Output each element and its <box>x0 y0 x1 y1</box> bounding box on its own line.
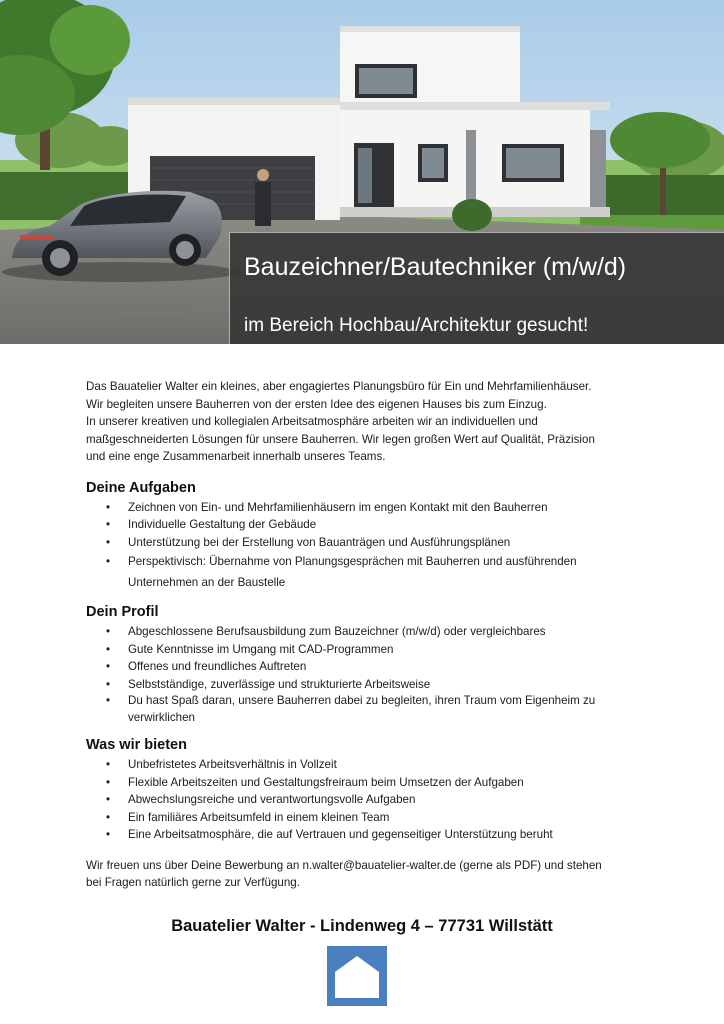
list-item: • Perspektivisch: Übernahme von Planungsgesprächen mit Bauherren und ausführenden Unternehmen an der Baustelle <box>128 551 646 593</box>
section-profil <box>86 604 646 726</box>
job-subtitle: im Bereich Hochbau/Architektur gesucht! <box>244 315 589 336</box>
section-aufgaben <box>86 480 646 594</box>
closing-line: bei Fragen natürlich gerne zur Verfügung. <box>86 876 300 889</box>
hero-image <box>0 0 724 344</box>
list-item: • Zeichnen von Ein- und Mehrfamilienhäusern im engen Kontakt mit den Bauherren <box>128 499 646 517</box>
section-bieten <box>86 737 646 844</box>
intro-line: In unserer kreativen und kollegialen Arbeitsatmosphäre arbeiten wir an individuellen und <box>86 415 538 428</box>
section-heading: Dein Profil <box>86 604 159 620</box>
list-item: • Abgeschlossene Berufsausbildung zum Bauzeichner (m/w/d) oder vergleichbares <box>128 623 646 641</box>
list-item: • Gute Kenntnisse im Umgang mit CAD-Programmen <box>128 641 646 659</box>
company-address: Bauatelier Walter - Lindenweg 4 – 77731 Willstätt <box>171 917 553 935</box>
job-title: Bauzeichner/Bautechniker (m/w/d) <box>244 253 627 281</box>
closing-paragraph <box>86 857 646 892</box>
intro-line: maßgeschneiderten Lösungen für unsere Bauherren. Wir legen großen Wert auf Qualität, Präzision <box>86 432 595 446</box>
list-item: • Selbstständige, zuverlässige und strukturierte Arbeitsweise <box>128 676 646 694</box>
list-item: • Abwechslungsreiche und verantwortungsvolle Aufgaben <box>128 791 646 809</box>
list-item: • Ein familiäres Arbeitsumfeld in einem kleinen Team <box>128 809 646 827</box>
title-banner <box>229 232 724 344</box>
list-item: • Flexible Arbeitszeiten und Gestaltungsfreiraum beim Umsetzen der Aufgaben <box>128 774 646 792</box>
aufgaben-list <box>86 499 646 594</box>
intro-paragraph <box>86 378 646 466</box>
list-item: • Individuelle Gestaltung der Gebäude <box>128 516 646 534</box>
intro-line: Das Bauatelier Walter ein kleines, aber engagiertes Planungsbüro für Ein und Mehrfamilienhäuser. <box>86 380 592 393</box>
intro-line: und eine enge Zusammenarbeit innerhalb unseres Teams. <box>86 450 386 463</box>
list-item: • Eine Arbeitsatmosphäre, die auf Vertrauen und gegenseitiger Unterstützung beruht <box>128 826 646 844</box>
bieten-list <box>86 756 646 844</box>
house-logo <box>327 946 387 1011</box>
list-item: • Unterstützung bei der Erstellung von Bauanträgen und Ausführungsplänen <box>128 534 646 552</box>
section-heading: Deine Aufgaben <box>86 479 196 496</box>
list-item: • Offenes und freundliches Auftreten <box>128 658 646 676</box>
section-heading: Was wir bieten <box>86 737 187 753</box>
list-item: • Unbefristetes Arbeitsverhältnis in Vollzeit <box>128 756 646 774</box>
list-item: • Du hast Spaß daran, unsere Bauherren dabei zu begleiten, ihren Traum vom Eigenheim zu verwirklichen <box>128 693 646 726</box>
profil-list <box>86 623 646 726</box>
closing-line: Wir freuen uns über Deine Bewerbung an n.walter@bauatelier-walter.de (gerne als PDF) und stehen <box>86 858 602 872</box>
intro-line: Wir begleiten unsere Bauherren von der ersten Idee des eigenen Hauses bis zum Einzug. <box>86 397 547 411</box>
main-content <box>86 378 646 892</box>
house-icon <box>327 946 387 1006</box>
